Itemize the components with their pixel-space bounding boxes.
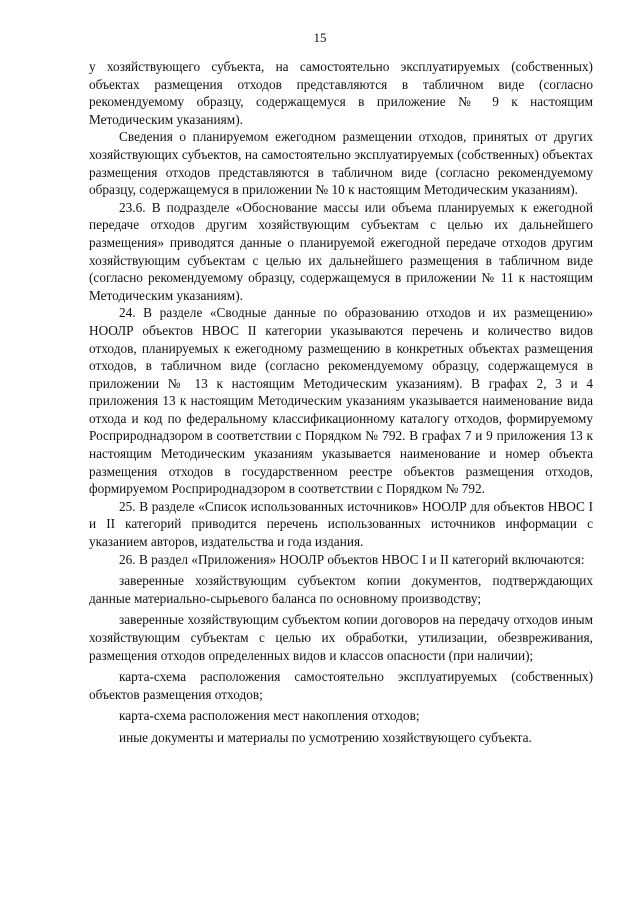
page-number: 15 bbox=[313, 30, 327, 45]
paragraph: Сведения о планируемом ежегодном размещении отходов, принятых от других хозяйствующих субъектов, на самостоятельно эксплуатируемых (собственных) объектах размещения отходов представляются в табличном виде (согласно рекомендуемому образцу, содержащемуся в приложении № 10 к настоящим Методическим указаниям). bbox=[89, 129, 593, 198]
list-item: заверенные хозяйствующим субъектом копии документов, подтверждающих данные материально-сырьевого баланса по основному производству; bbox=[89, 573, 593, 606]
paragraph: 25. В разделе «Список использованных источников» НООЛР для объектов НВОС I и II категорий приводится перечень использованных источников информации с указанием авторов, издательства и года издания. bbox=[89, 498, 593, 550]
paragraph: у хозяйствующего субъекта, на самостоятельно эксплуатируемых (собственных) объектах размещения отходов представляются в табличном виде (согласно рекомендуемому образцу, содержащемуся в приложение № 9 к настоящим Методическим указаниям). bbox=[89, 59, 593, 127]
paragraph: 23.6. В подразделе «Обоснование массы или объема планируемых к ежегодной передаче отходов другим хозяйствующим субъектам с целью их дальнейшего размещения» приводятся данные о планируемой ежегодной передаче отходов другим хозяйствующим субъектам с целью их дальнейшего размещения в табличном виде (согласно рекомендуемому образцу, содержащемуся в приложении № 11 к настоящим Методическим указаниям). bbox=[89, 199, 593, 303]
list-item: карта-схема расположения самостоятельно эксплуатируемых (собственных) объектов размещения отходов; bbox=[89, 669, 593, 702]
list-item: карта-схема расположения мест накопления отходов; bbox=[119, 708, 420, 724]
document-body bbox=[89, 58, 593, 747]
list-item: заверенные хозяйствующим субъектом копии договоров на передачу отходов иным хозяйствующим субъектам с целью их обработки, утилизации, обезвреживания, размещения отходов определенных видов и классов опасности (при наличии); bbox=[89, 612, 593, 663]
paragraph: 24. В разделе «Сводные данные по образованию отходов и их размещению» НООЛР объектов НВОС II категории указываются перечень и количество видов отходов, планируемых к ежегодному размещению в конкретных объектах размещения отходов, в табличном виде (согласно рекомендуемому образцу, содержащемуся в приложении № 13 к настоящим Методическим указаниям). В графах 2, 3 и 4 приложения 13 к настоящим Методическим указаниям указывается наименование вида отхода и код по федеральному классификационному каталогу отходов, формируемому Росприроднадзором в соответствии с Порядком № 792. В графах 7 и 9 приложения 13 к настоящим Методическим указаниям указывается наименование и номер объекта размещения отходов в государственном реестре объектов размещения отходов, формируемом Росприроднадзором в соответствии с Порядком № 792. bbox=[89, 305, 593, 497]
list-item: иные документы и материалы по усмотрению хозяйствующего субъекта. bbox=[119, 729, 532, 745]
paragraph: 26. В раздел «Приложения» НООЛР объектов НВОС I и II категорий включаются: bbox=[119, 551, 585, 567]
